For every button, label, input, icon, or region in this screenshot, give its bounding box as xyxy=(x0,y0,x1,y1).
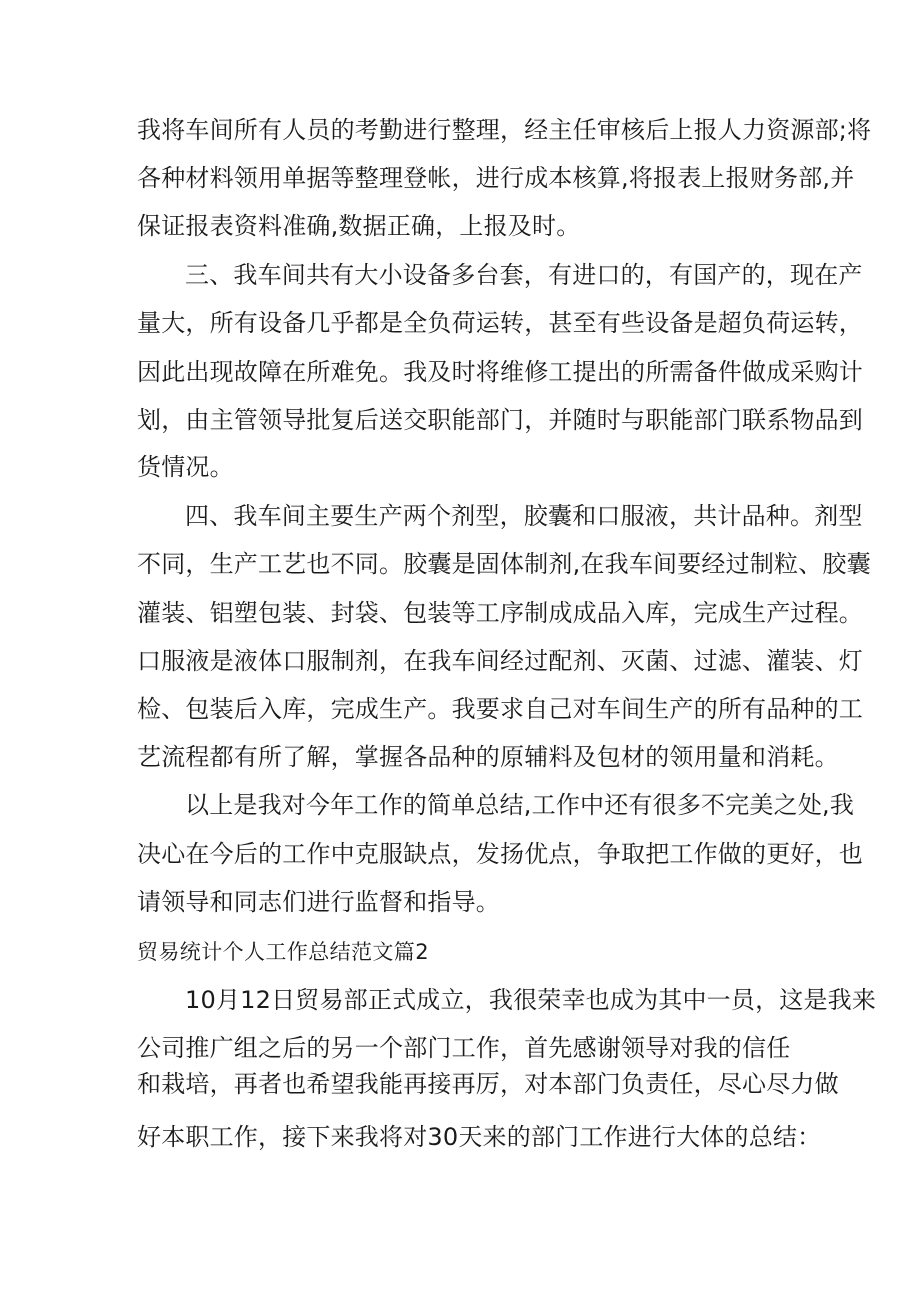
paragraph-line: 四、我车间主要生产两个剂型，胶囊和口服液，共计品种。剂型 xyxy=(185,502,863,530)
paragraph-line: 货情况。 xyxy=(137,453,234,481)
paragraph-line: 检、包装后入库，完成生产。我要求自己对车间生产的所有品种的工 xyxy=(137,695,863,723)
paragraph-line: 请领导和同志们进行监督和指导。 xyxy=(137,888,500,916)
paragraph-line: 公司推广组之后的另一个部门工作，首先感谢领导对我的信任 xyxy=(137,1034,791,1062)
paragraph-line: 以上是我对今年工作的简单总结,工作中还有很多不完美之处,我 xyxy=(185,791,855,819)
paragraph-line: 量大，所有设备几乎都是全负荷运转，甚至有些设备是超负荷运转， xyxy=(137,309,863,337)
paragraph-line: 不同，生产工艺也不同。胶囊是固体制剂,在我车间要经过制粒、胶囊 xyxy=(137,550,871,578)
section-heading: 贸易统计个人工作总结范文篇2 xyxy=(137,940,429,964)
paragraph-line: 好本职工作，接下来我将对30天来的部门工作进行大体的总结： xyxy=(137,1123,822,1151)
paragraph-line: 灌装、铝塑包装、封袋、包装等工序制成成品入库，完成生产过程。 xyxy=(137,599,863,627)
paragraph-line: 10月12日贸易部正式成立，我很荣幸也成为其中一员，这是我来 xyxy=(185,986,877,1014)
paragraph-line: 三、我车间共有大小设备多台套，有进口的，有国产的，现在产 xyxy=(185,261,863,289)
paragraph-line: 艺流程都有所了解，掌握各品种的原辅料及包材的领用量和消耗。 xyxy=(137,743,839,771)
paragraph-line: 口服液是液体口服制剂，在我车间经过配剂、灭菌、过滤、灌装、灯 xyxy=(137,647,863,675)
paragraph-line: 因此出现故障在所难免。我及时将维修工提出的所需备件做成采购计 xyxy=(137,358,863,386)
paragraph-line: 和栽培，再者也希望我能再接再厉，对本部门负责任，尽心尽力做 xyxy=(137,1070,839,1098)
paragraph-line: 我将车间所有人员的考勤进行整理，经主任审核后上报人力资源部;将 xyxy=(137,116,872,144)
paragraph-line: 各种材料领用单据等整理登帐，进行成本核算,将报表上报财务部,并 xyxy=(137,164,855,192)
paragraph-line: 保证报表资料准确,数据正确，上报及时。 xyxy=(137,212,581,240)
paragraph-line: 决心在今后的工作中克服缺点，发扬优点，争取把工作做的更好，也 xyxy=(137,840,863,868)
paragraph-line: 划，由主管领导批复后送交职能部门，并随时与职能部门联系物品到 xyxy=(137,406,863,434)
